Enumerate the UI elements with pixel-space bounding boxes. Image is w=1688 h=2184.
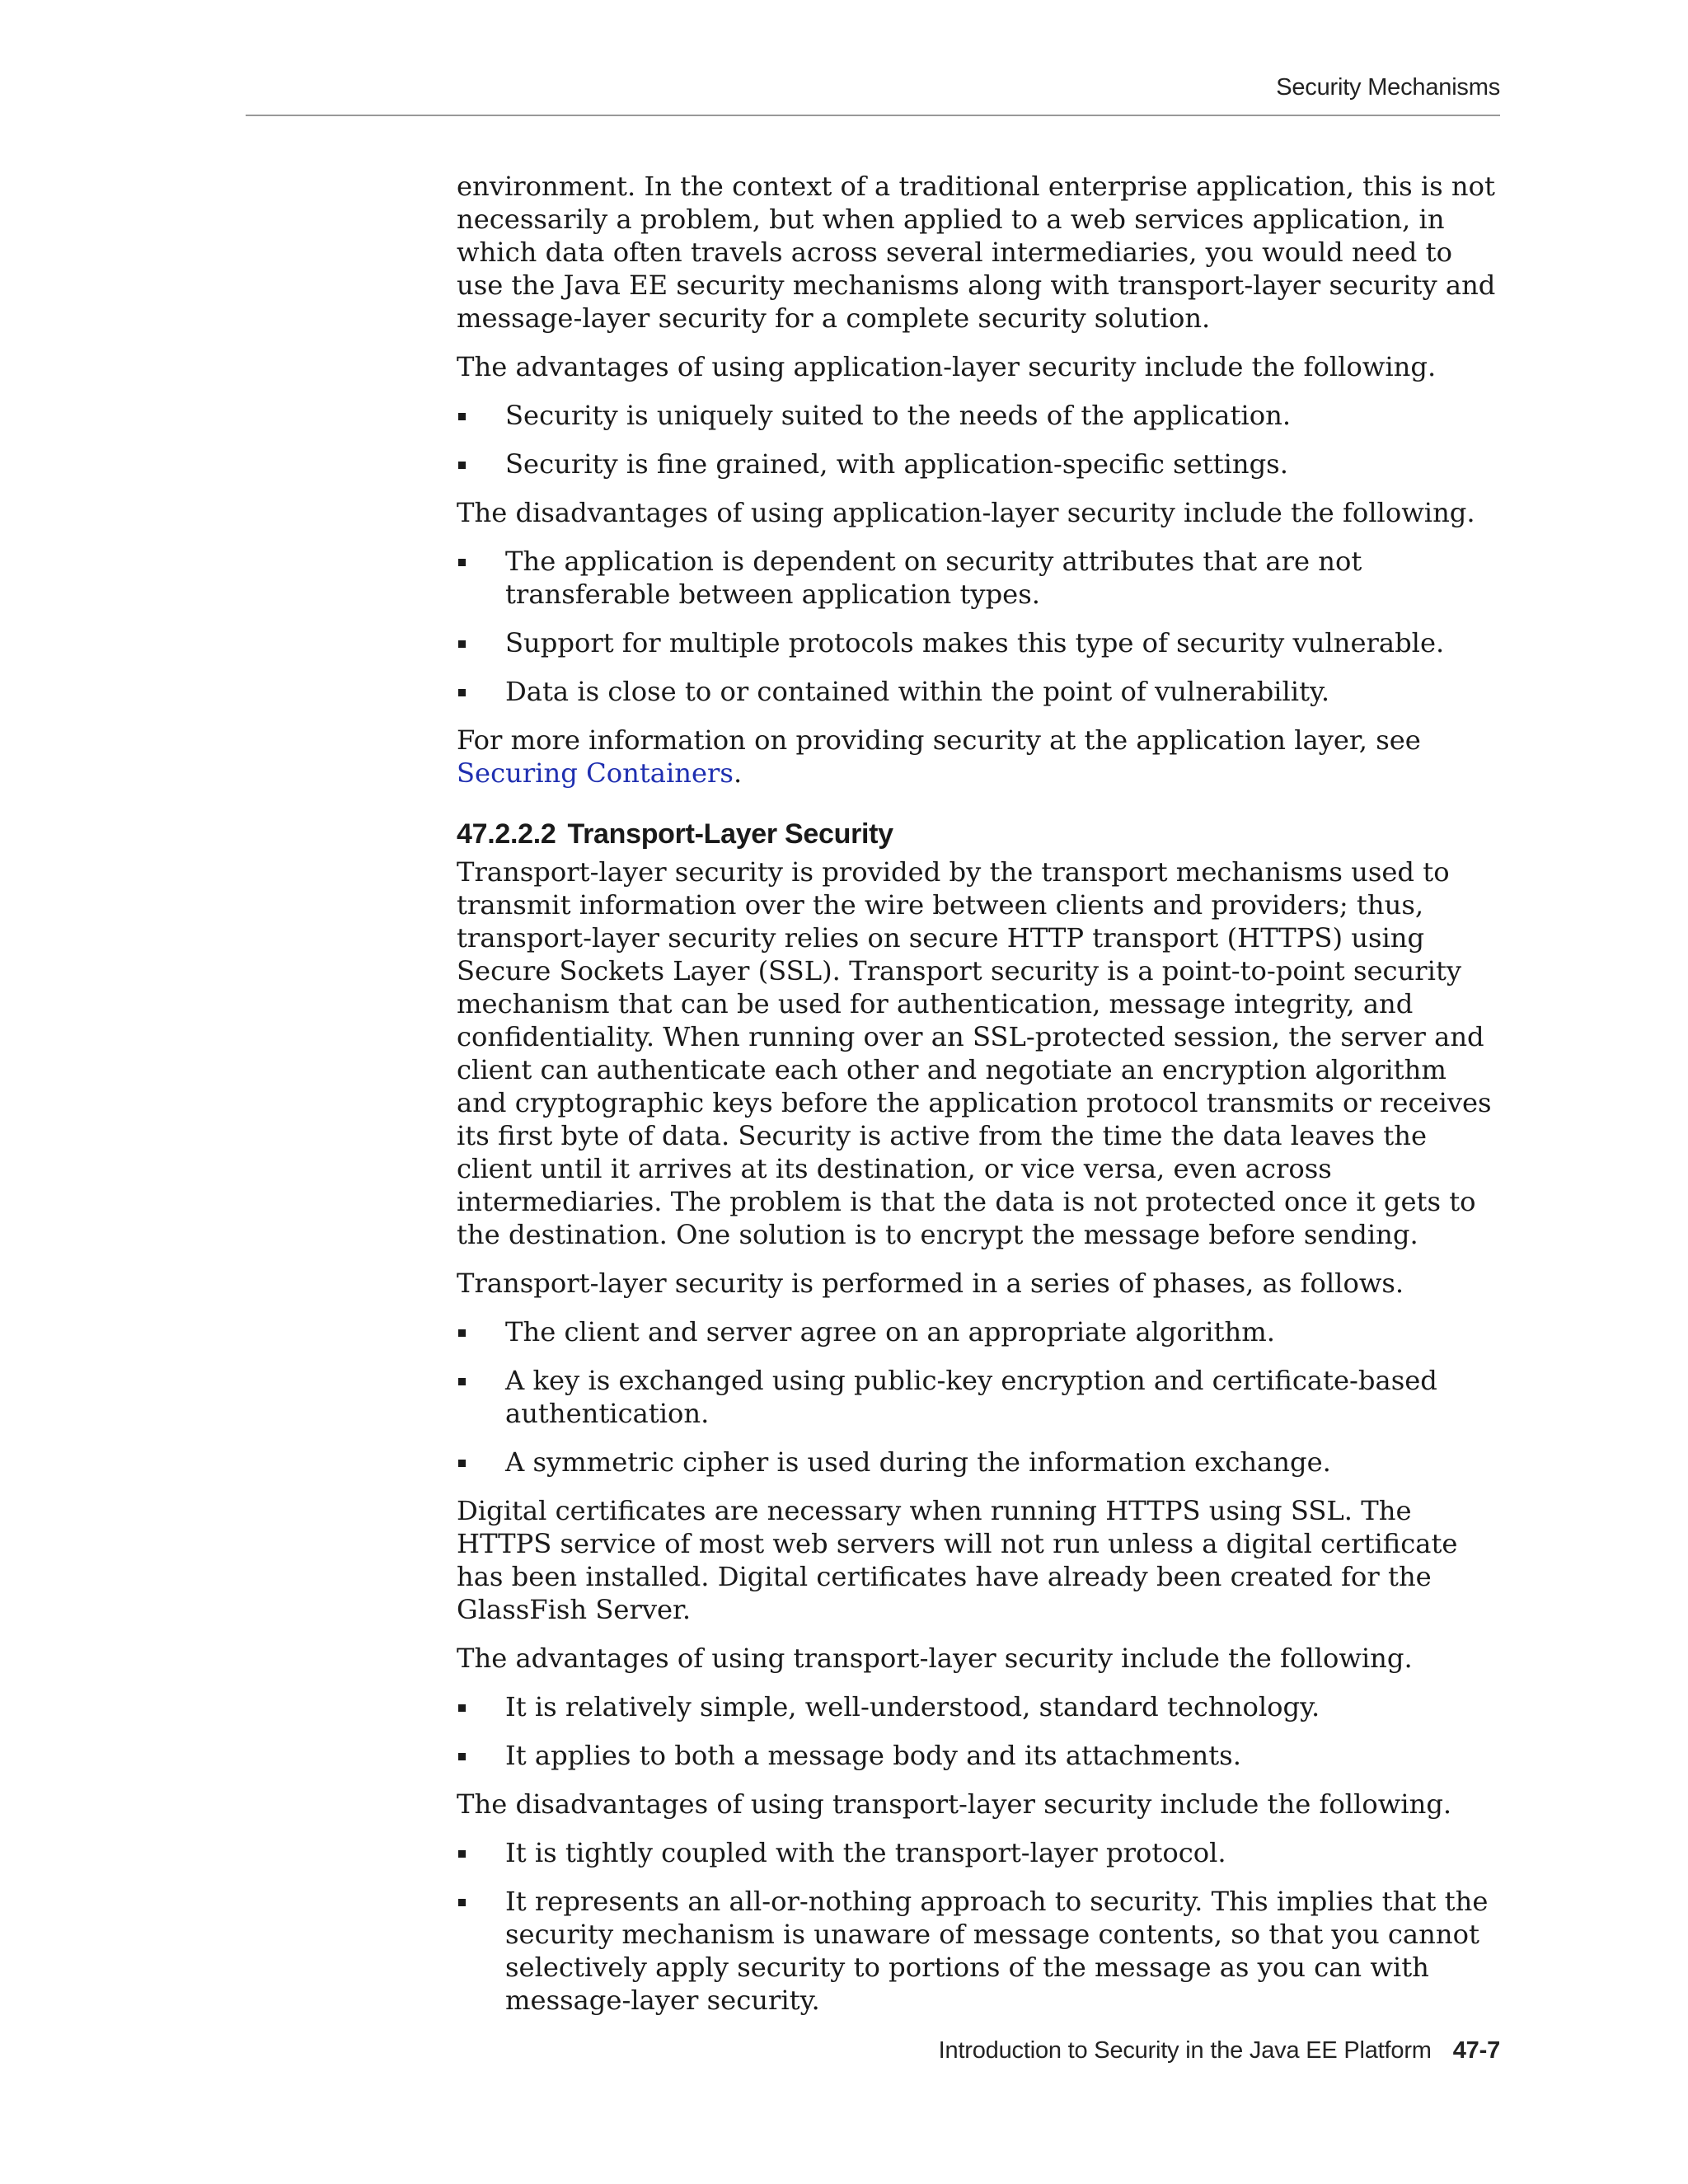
paragraph: The advantages of using application-layer security include the following. (457, 351, 1437, 382)
list-item-text: Data is close to or contained within the point of vulnerability. (505, 676, 1330, 707)
paragraph: The advantages of using transport-layer security include the following. (457, 1643, 1413, 1674)
list-item (457, 1364, 1503, 1430)
list-item (457, 1315, 1503, 1348)
square-bullet-icon (458, 1899, 466, 1906)
list-item-text: Support for multiple protocols makes this type of security vulnerable. (505, 627, 1445, 658)
list-item (457, 1739, 1503, 1772)
running-footer (939, 2037, 1500, 2064)
list-item (457, 675, 1503, 708)
square-bullet-icon (458, 1753, 466, 1760)
paragraph: Digital certificates are necessary when running HTTPS using SSL. The HTTPS service of most web servers will not run unless a digital certificate has been installed. Digital certificates have already been created for the GlassFish Server. (457, 1495, 1458, 1625)
footer-title: Introduction to Security in the Java EE Platform (938, 2037, 1432, 2064)
securing-containers-link[interactable]: Securing Containers (457, 757, 734, 789)
section-heading (457, 818, 1503, 851)
section-number: 47.2.2.2 (457, 818, 556, 850)
square-bullet-icon (458, 1460, 466, 1467)
square-bullet-icon (458, 1850, 466, 1858)
bullet-list (457, 399, 1503, 480)
paragraph (457, 724, 1503, 790)
section-title: Transport-Layer Security (567, 818, 893, 850)
list-item (457, 399, 1503, 432)
list-item-text: The application is dependent on security attributes that are not transferable between application types. (505, 546, 1362, 610)
list-item (457, 448, 1503, 480)
list-item-text: It is relatively simple, well-understood, standard technology. (505, 1691, 1320, 1722)
list-item-text: Security is uniquely suited to the needs of the application. (505, 400, 1292, 431)
list-item-text: The client and server agree on an appropriate algorithm. (505, 1316, 1276, 1347)
list-item-text: It represents an all-or-nothing approach to security. This implies that the security mechanism is unaware of message contents, so that you cannot selectively apply security to portions of the message as you can with message-layer security. (505, 1886, 1489, 2016)
paragraph-text: . (733, 757, 743, 789)
bullet-list (457, 1836, 1503, 2017)
paragraph: Transport-layer security is provided by the transport mechanisms used to transmit information over the wire between clients and providers; thus, transport-layer security relies on secure HTTP transport (HTTPS) using Secure Sockets Layer (SSL). Transport security is a point-to-point security mechanism that can be used for authentication, message integrity, and confidentiality. When running over an SSL-protected session, the server and client can authenticate each other and negotiate an encryption algorithm and cryptographic keys before the application protocol transmits or receives its first byte of data. Security is active from the time the data leaves the client until it arrives at its destination, or vice versa, even across intermediaries. The problem is that the data is not protected once it gets to the destination. One solution is to encrypt the message before sending. (457, 856, 1492, 1250)
list-item-text: It applies to both a message body and its attachments. (505, 1740, 1241, 1771)
paragraph: Transport-layer security is performed in a series of phases, as follows. (457, 1268, 1404, 1299)
page-number: 47-7 (1452, 2037, 1500, 2064)
square-bullet-icon (458, 689, 466, 696)
paragraph: environment. In the context of a traditional enterprise application, this is not necessarily a problem, but when applied to a web services application, in which data often travels across several intermediaries, you would need to use the Java EE security mechanisms along with transport-layer security and message-layer security for a complete security solution. (457, 171, 1496, 334)
header-rule (246, 115, 1500, 116)
paragraph: The disadvantages of using application-layer security include the following. (457, 497, 1475, 528)
bullet-list (457, 1690, 1503, 1772)
list-item (457, 1446, 1503, 1479)
list-item (457, 626, 1503, 659)
list-item (457, 1885, 1503, 2017)
square-bullet-icon (458, 559, 466, 566)
square-bullet-icon (458, 1378, 466, 1385)
list-item-text: It is tightly coupled with the transport-layer protocol. (505, 1837, 1226, 1868)
running-header: Security Mechanisms (1276, 74, 1500, 101)
square-bullet-icon (458, 1329, 466, 1337)
list-item (457, 1836, 1503, 1869)
square-bullet-icon (458, 1704, 466, 1712)
bullet-list (457, 1315, 1503, 1479)
paragraph-text: For more information on providing security at the application layer, see (457, 724, 1421, 756)
page-content (457, 170, 1503, 2032)
list-item-text: A key is exchanged using public-key encryption and certificate-based authentication. (505, 1365, 1437, 1429)
list-item-text: Security is fine grained, with application-specific settings. (505, 448, 1288, 480)
square-bullet-icon (458, 413, 466, 420)
bullet-list (457, 545, 1503, 708)
paragraph: The disadvantages of using transport-layer security include the following. (457, 1788, 1452, 1820)
list-item (457, 545, 1503, 611)
list-item-text: A symmetric cipher is used during the information exchange. (505, 1446, 1331, 1478)
square-bullet-icon (458, 640, 466, 648)
square-bullet-icon (458, 462, 466, 469)
list-item (457, 1690, 1503, 1723)
